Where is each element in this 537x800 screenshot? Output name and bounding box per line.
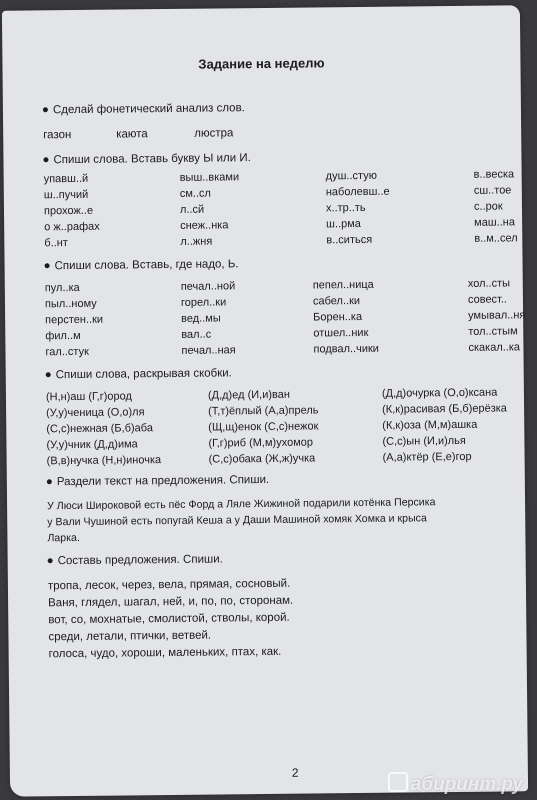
word-gap: печал..ной <box>180 280 236 293</box>
word-gap: ш..пучий <box>43 188 89 202</box>
word-gap: ш..рма <box>326 217 361 231</box>
word-gap: снеж..нка <box>180 219 229 232</box>
word-gap: пыл..ному <box>44 297 97 311</box>
word-gap: сш..тое <box>473 184 512 197</box>
task3-instruction: Спиши слова. Вставь, где надо, Ь. <box>45 258 239 272</box>
task5-instruction: Раздели текст на предложения. Спиши. <box>47 474 269 488</box>
word-gap: см..сл <box>179 187 211 200</box>
bullet-icon <box>48 559 53 564</box>
word-gap: тол..стым <box>468 325 518 338</box>
word-gap: Борен..ка <box>313 310 363 324</box>
word-gap: фил..м <box>45 329 81 343</box>
task4-instruction: Спиши слова, раскрывая скобки. <box>46 367 232 381</box>
task6-line: среди, летали, птички, ветвей. <box>48 629 212 644</box>
task6-line: Ваня, глядел, шагал, ней, и, по, по, сторонам. <box>48 594 294 610</box>
word-gap: б..нт <box>44 237 68 250</box>
phrase: (Щ,щ)енок (С,с)нежок <box>208 420 319 434</box>
page-title: Задание на неделю <box>198 55 325 72</box>
word-gap: л..жня <box>180 235 213 248</box>
word-gap: наболевш..е <box>325 185 390 199</box>
word-gap: пул..ка <box>44 281 80 295</box>
bullet-icon <box>45 264 50 269</box>
word: люстра <box>194 127 234 140</box>
task6-line: вот, со, мохнатые, смолистой, стволы, корой. <box>48 611 290 627</box>
word-gap: в..м..сел <box>474 232 518 245</box>
word-gap: скакал..ка <box>468 341 521 354</box>
word-gap: вал..с <box>181 328 212 341</box>
word-gap: душ..стую <box>325 169 377 183</box>
word-gap: умывал..ня <box>468 309 526 322</box>
word-gap: хол..сты <box>467 277 511 290</box>
word-gap: гал..стук <box>45 345 89 359</box>
task1-instruction: Сделай фонетический анализ слов. <box>43 102 245 116</box>
word-gap: с..рок <box>473 200 503 213</box>
word-gap: в..веска <box>473 168 515 181</box>
watermark: абиринт.ру <box>388 772 523 796</box>
task5-line: У Люси Широковой есть пёс Форд а Ляле Жижиной подарили котёнка Персика <box>47 496 436 513</box>
word-gap: л..сй <box>179 203 205 216</box>
phrase: (К,к)оза (М,м)ашка <box>382 418 478 432</box>
phrase: (У,у)чник (Д,д)има <box>46 438 138 452</box>
word-gap: пепел..ница <box>312 278 374 292</box>
word-gap: подвал..чики <box>313 342 379 356</box>
phrase: (Д,д)очурка (О,о)ксана <box>381 386 498 400</box>
word-gap: прохож..е <box>43 204 94 218</box>
word-gap: сабел..ки <box>312 294 361 308</box>
word-gap: упавш..й <box>43 172 89 186</box>
phrase: (А,а)ктёр (Е,е)гор <box>382 450 472 464</box>
word-gap: в..ситься <box>326 233 373 247</box>
task6-instruction: Составь предложения. Спиши. <box>48 553 223 567</box>
workbook-page <box>2 5 528 796</box>
phrase: (Г,г)риб (М,м)ухомор <box>208 436 314 450</box>
word-gap: маш..на <box>474 216 516 229</box>
word-gap: о ж..рафах <box>44 220 100 234</box>
task5-line: Ларка. <box>47 531 80 545</box>
phrase: (У,у)ченица (О,о)ля <box>46 406 145 420</box>
task2-instruction: Спиши слова. Вставь букву Ы или И. <box>43 152 250 166</box>
word-gap: выш..вками <box>179 171 240 184</box>
page-number: 2 <box>291 765 299 780</box>
word: газон <box>43 129 72 142</box>
word-gap: перстен..ки <box>45 313 104 327</box>
phrase: (С,с)ын (И,и)лья <box>382 434 466 448</box>
phrase: (С,с)обака (Ж,ж)учка <box>208 452 316 466</box>
word-gap: совест.. <box>467 293 508 306</box>
word-gap: горел..ки <box>180 296 227 309</box>
word-gap: вед..мы <box>181 312 221 325</box>
bullet-icon <box>47 480 52 485</box>
labirint-logo-icon <box>388 772 408 792</box>
word-gap: печал..ная <box>181 344 236 357</box>
task6-line: тропа, лесок, через, вела, прямая, сосновый. <box>47 577 291 593</box>
phrase: (Н,н)аш (Г,г)ород <box>45 390 132 404</box>
bullet-icon <box>43 158 48 163</box>
task5-line: у Вали Чушиной есть попугай Кеша а у Даши Машиной хомяк Хомка и крыса <box>47 512 427 529</box>
bullet-icon <box>43 108 48 113</box>
word-gap: отшел..ник <box>313 326 369 340</box>
task6-line: голоса, чудо, хороши, маленьких, птах, как. <box>48 645 282 661</box>
word: каюта <box>116 128 148 141</box>
word-gap: х..тр..ть <box>325 201 366 215</box>
phrase: (Д,д)ед (И,и)ван <box>207 388 290 402</box>
bullet-icon <box>46 373 51 378</box>
phrase: (С,с)нежная (Б,б)аба <box>46 422 153 436</box>
phrase: (Т,т)ёплый (А,а)прель <box>208 404 319 418</box>
phrase: (К,к)расивая (Б,б)ерёзка <box>382 402 507 416</box>
phrase: (В,в)нучка (Н,н)иночка <box>46 454 162 468</box>
